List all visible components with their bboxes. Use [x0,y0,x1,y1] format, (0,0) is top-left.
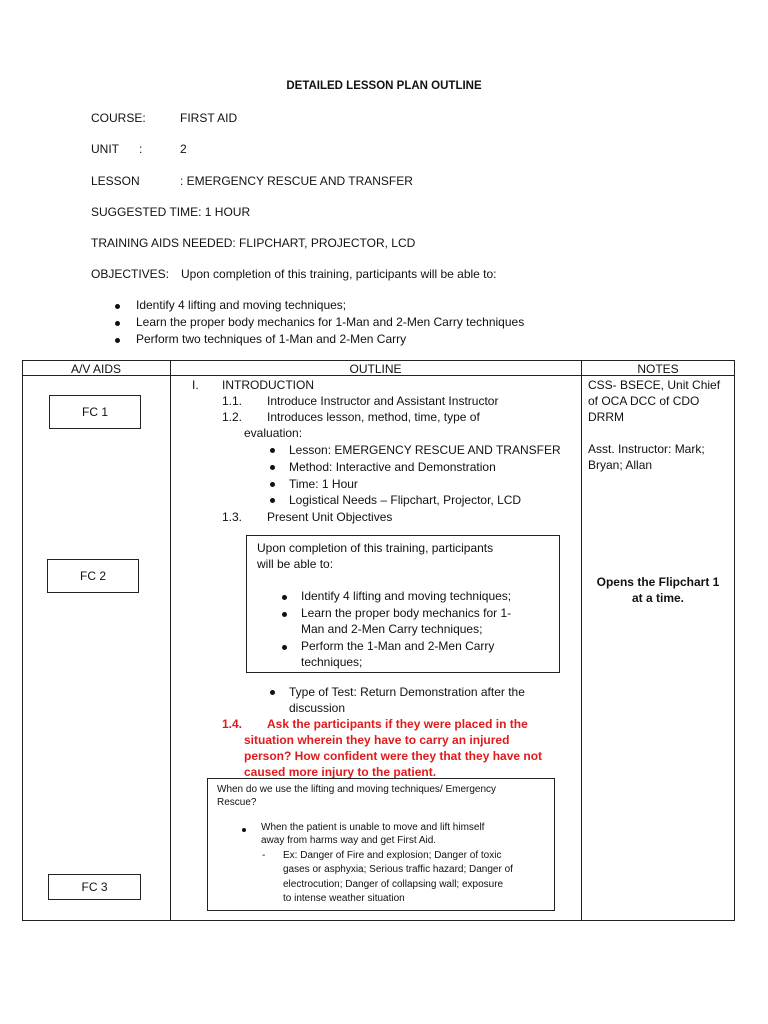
red-question: caused more injury to the patient. [244,765,437,779]
note-asst-instructor: Asst. Instructor: Mark; [588,442,705,456]
section-title: INTRODUCTION [222,378,314,392]
course-label: COURSE: [91,111,146,125]
column-divider [581,360,582,921]
bullet-icon [282,645,287,650]
bullet-icon [270,465,275,470]
when-question: Rescue? [217,797,257,808]
when-bullet: away from harms way and get First Aid. [261,835,437,846]
item-text: Introduce Instructor and Assistant Instructor [267,394,499,408]
unit-colon: : [139,142,143,156]
objective-item: Learn the proper body mechanics for 1-Man and 2-Men Carry techniques [136,315,525,329]
item-number: 1.1. [222,394,243,408]
section-number: I. [192,378,199,392]
eval-item: Lesson: EMERGENCY RESCUE AND TRANSFER [289,443,561,457]
note-unit-chief: of OCA DCC of CDO [588,394,700,408]
flipchart-label: FC 2 [79,569,106,583]
example-line: to intense weather situation [283,893,405,904]
bullet-icon [270,498,275,503]
unit-value: 2 [180,142,187,156]
note-flipchart: at a time. [631,591,685,605]
eval-item: Time: 1 Hour [289,477,358,491]
training-aids: TRAINING AIDS NEEDED: FLIPCHART, PROJECTOR, LCD [91,236,416,250]
flipchart-label: FC 1 [81,405,108,419]
box-objective: Man and 2-Men Carry techniques; [301,622,483,636]
box-intro: will be able to: [257,557,334,571]
unit-label: UNIT [91,142,119,156]
test-type: Type of Test: Return Demonstration after the [289,685,525,699]
red-question: Ask the participants if they were placed in the [267,717,528,731]
red-question: person? How confident were they that they have not [244,749,543,763]
eval-item: Method: Interactive and Demonstration [289,460,496,474]
column-divider [170,360,171,921]
note-asst-instructor: Bryan; Allan [588,458,653,472]
eval-item: Logistical Needs – Flipchart, Projector, LCD [289,493,522,507]
example-line: gases or asphyxia; Serious traffic hazard; Danger of [283,864,513,875]
bullet-icon [270,448,275,453]
col-header-notes: NOTES [637,362,679,376]
flipchart-label: FC 3 [81,880,108,894]
flipchart-box [47,559,139,593]
col-header-aids: A/V AIDS [70,362,122,376]
red-question: situation wherein they have to carry an injured [244,733,510,747]
when-bullet: When the patient is unable to move and lift himself [261,822,485,833]
box-intro: Upon completion of this training, participants [257,541,494,555]
bullet-icon [270,690,275,695]
item-text: Introduces lesson, method, time, type of [267,410,480,424]
bullet-icon [282,612,287,617]
bullet-icon [115,321,120,326]
note-unit-chief: CSS- BSECE, Unit Chief [588,378,721,392]
box-objective: Identify 4 lifting and moving techniques; [301,589,512,603]
bullet-icon [270,482,275,487]
dash-marker: - [262,850,266,861]
document-title: DETAILED LESSON PLAN OUTLINE [286,80,482,92]
item-text: Present Unit Objectives [267,510,393,524]
example-line: Ex: Danger of Fire and explosion; Danger of toxic [283,850,502,861]
suggested-time: SUGGESTED TIME: 1 HOUR [91,205,251,219]
objective-item: Perform two techniques of 1-Man and 2-Men Carry [136,332,407,346]
example-line: electrocution; Danger of collapsing wall; exposure [283,879,504,890]
flipchart-box [48,874,141,900]
item-number-red: 1.4. [222,717,243,731]
item-text: evaluation: [244,426,303,440]
bullet-icon [282,595,287,600]
when-question: When do we use the lifting and moving techniques/ Emergency [217,784,497,795]
bullet-icon [242,828,246,832]
bullet-icon [115,304,120,309]
bullet-icon [115,338,120,343]
test-type: discussion [289,701,346,715]
item-number: 1.2. [222,410,243,424]
objectives-intro: Upon completion of this training, participants will be able to: [181,267,497,281]
objective-item: Identify 4 lifting and moving techniques; [136,298,347,312]
box-objective: Perform the 1-Man and 2-Men Carry [301,639,495,653]
box-objective: Learn the proper body mechanics for 1- [301,606,512,620]
flipchart-box [49,395,141,429]
col-header-outline: OUTLINE [349,362,402,376]
lesson-label: LESSON [91,174,140,188]
objectives-label: OBJECTIVES: [91,267,170,281]
lesson-value: : EMERGENCY RESCUE AND TRANSFER [180,174,413,188]
course-value: FIRST AID [180,111,238,125]
box-objective: techniques; [301,655,363,669]
note-unit-chief: DRRM [588,410,624,424]
item-number: 1.3. [222,510,243,524]
note-flipchart: Opens the Flipchart 1 [596,575,720,589]
